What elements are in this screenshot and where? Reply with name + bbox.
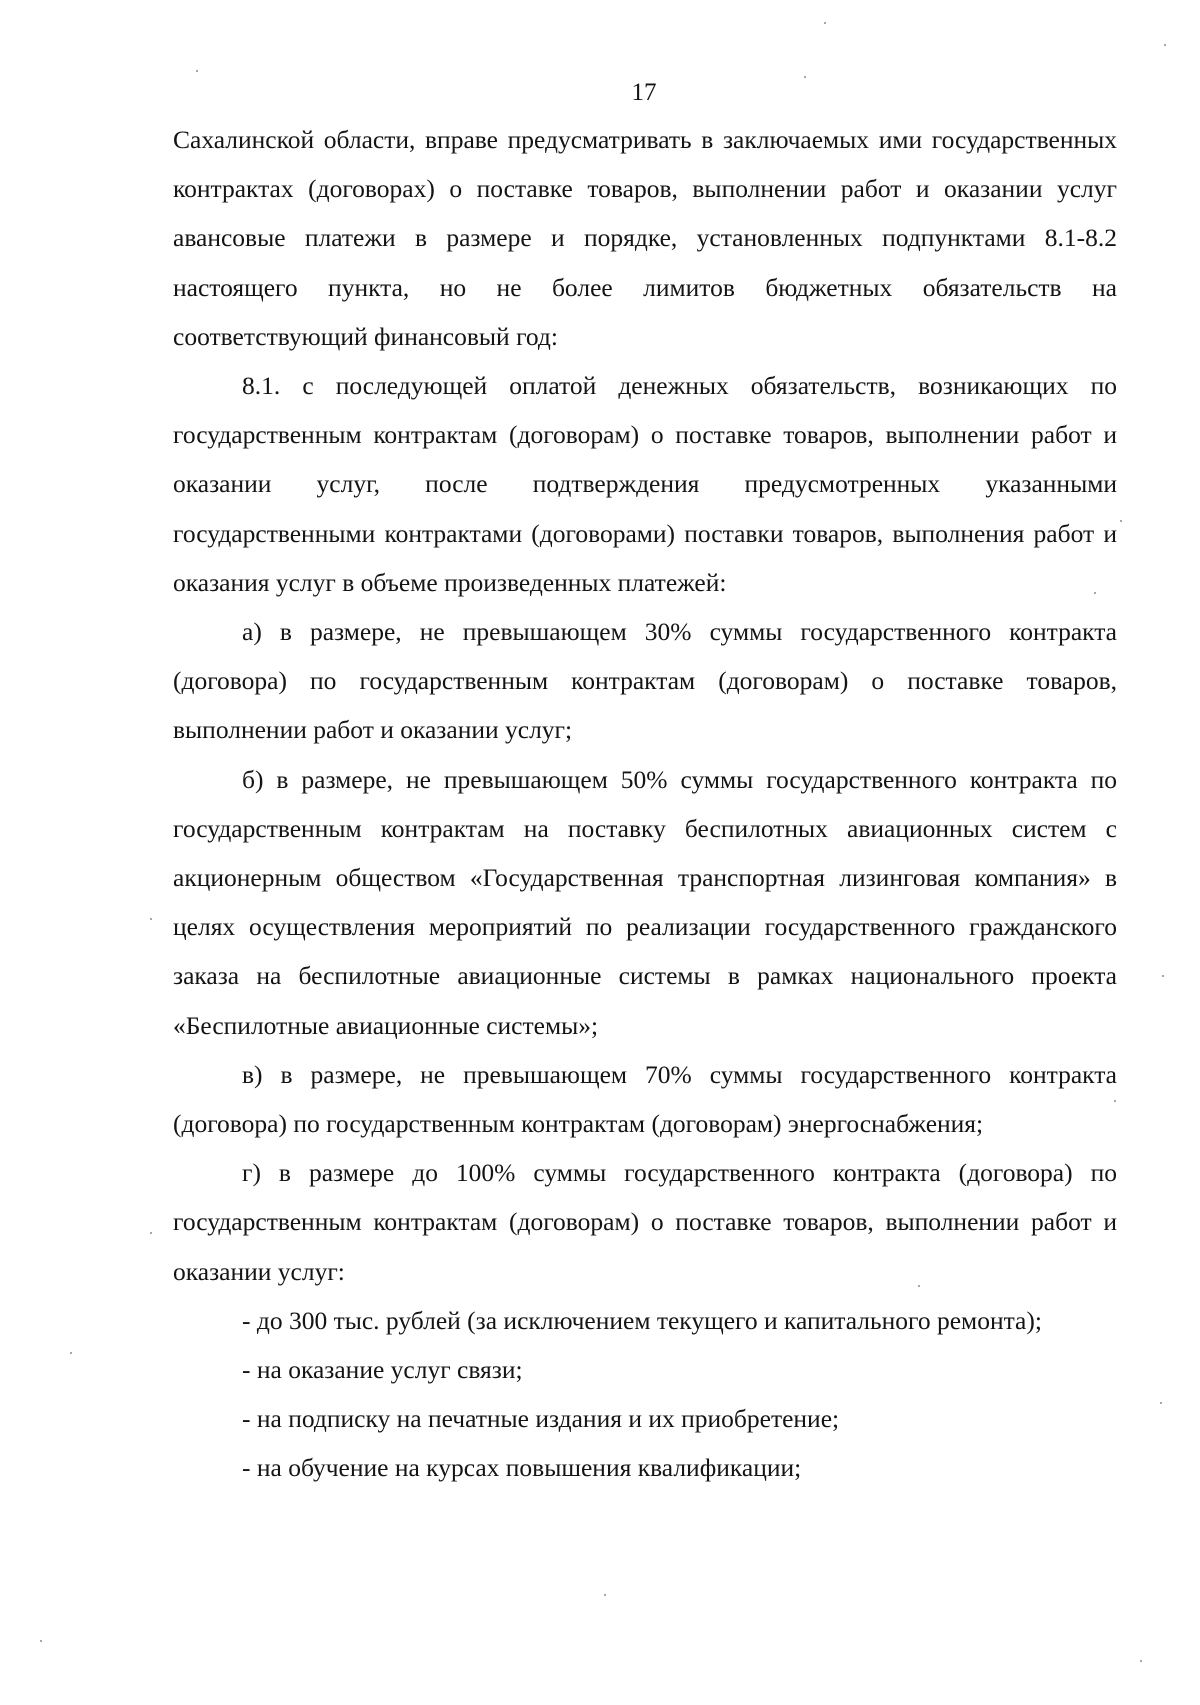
- scan-speck: [150, 918, 152, 920]
- scan-speck: [1120, 520, 1122, 522]
- list-item-communication-services: - на оказание услуг связи;: [242, 1355, 523, 1385]
- paragraph-subclause-g: г) в размере до 100% суммы государственного контракта (договора) по государственным контрактам (договорам) о поставке товаров, выполнении работ и оказании услуг:: [173, 1158, 1117, 1286]
- paragraph-clause-8-1: 8.1. с последующей оплатой денежных обязательств, возникающих по государственным контрактам (договорам) о поставке товаров, выполнении работ и оказании услуг, после подтверждения предусмотренных указанными государственными контрактами (договорами) поставки товаров, выполнения работ и оказания услуг в объеме произведенных платежей:: [173, 371, 1117, 597]
- page-number: 17: [631, 79, 657, 106]
- paragraph-subclause-a: а) в размере, не превышающем 30% суммы государственного контракта (договора) по государственным контрактам (договорам) о поставке товаров, выполнении работ и оказании услуг;: [173, 617, 1117, 745]
- scan-speck: [804, 76, 806, 78]
- scan-speck: [1162, 975, 1164, 977]
- scan-speck: [196, 70, 198, 72]
- scan-speck: [1094, 592, 1096, 594]
- scan-speck: [604, 1594, 606, 1596]
- scan-speck: [824, 22, 826, 24]
- scan-speck: [150, 1232, 152, 1234]
- scan-speck: [40, 1640, 42, 1642]
- document-body: [173, 115, 1117, 1493]
- scan-speck: [1160, 1402, 1162, 1404]
- scan-speck: [1140, 1660, 1142, 1662]
- paragraph-subclause-b: б) в размере, не превышающем 50% суммы государственного контракта по государственным контрактам на поставку беспилотных авиационных систем с акционерным обществом «Государственная транспортная лизинговая компания» в целях осуществления мероприятий по реализации государственного гражданского заказа на беспилотные авиационные системы в рамках национального проекта «Беспилотные авиационные системы»;: [173, 764, 1117, 1040]
- list-item-up-to-300k: - до 300 тыс. рублей (за исключением текущего и капитального ремонта);: [242, 1305, 1042, 1335]
- list-item-subscriptions: - на подписку на печатные издания и их приобретение;: [242, 1404, 840, 1434]
- paragraph-continuation: Сахалинской области, вправе предусматривать в заключаемых ими государственных контрактах (договорах) о поставке товаров, выполнении работ и оказании услуг авансовые платежи в размере и порядке, установленных подпунктами 8.1-8.2 настоящего пункта, но не более лимитов бюджетных обязательств на соответствующий финансовый год:: [173, 125, 1117, 351]
- scan-speck: [70, 1352, 72, 1354]
- scan-speck: [1164, 44, 1166, 46]
- paragraph-subclause-v: в) в размере, не превышающем 70% суммы государственного контракта (договора) по государственным контрактам (договорам) энергоснабжения;: [173, 1059, 1117, 1139]
- scan-speck: [1114, 1100, 1116, 1102]
- scan-speck: [918, 1285, 920, 1287]
- list-item-training-courses: - на обучение на курсах повышения квалификации;: [242, 1453, 802, 1483]
